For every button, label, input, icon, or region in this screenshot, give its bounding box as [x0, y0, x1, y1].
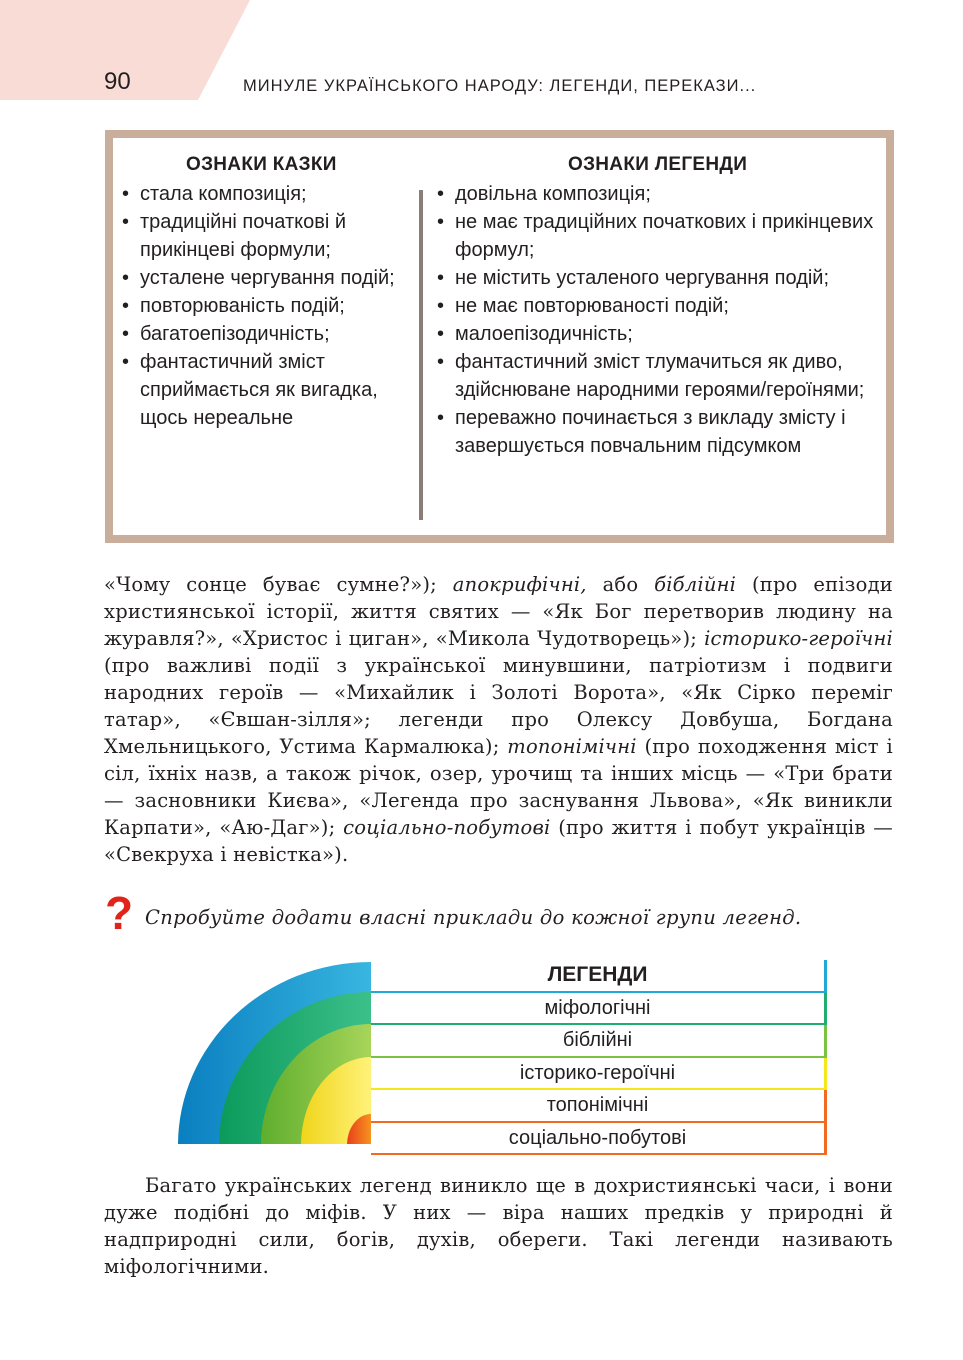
legend-types-diagram: [178, 960, 830, 1147]
tale-features-title: ОЗНАКИ КАЗКИ: [186, 154, 337, 175]
list-item: • переважно починається з викладу змісту і завершується повчальним підсумком: [436, 404, 886, 460]
list-item: • стала композиція;: [121, 180, 411, 208]
list-item: • фантастичний зміст сприймається як вигадка, щось нереальне: [121, 348, 411, 432]
list-item: • не має традиційних початкових і прикінцевих формул;: [436, 208, 886, 264]
tale-features-column: [121, 154, 411, 432]
list-item: • не містить усталеного чергування подій;: [436, 264, 886, 292]
term-italic: біблійні: [654, 573, 737, 596]
legend-features-title: ОЗНАКИ ЛЕГЕНДИ: [568, 154, 748, 175]
question-prompt: Спробуйте додати власні приклади до кожної групи легенд.: [145, 906, 802, 929]
column-divider: [419, 190, 423, 520]
list-item: • не має повторюваності подій;: [436, 292, 886, 320]
list-item: • довільна композиція;: [436, 180, 886, 208]
list-item: • традиційні початкові й прикінцеві формули;: [121, 208, 411, 264]
concentric-arcs-graphic: [178, 960, 378, 1147]
diagram-row: міфологічні: [371, 993, 827, 1026]
legend-features-list: [436, 180, 886, 460]
question-mark-icon: ?: [105, 887, 134, 939]
list-item: • усталене чергування подій;: [121, 264, 411, 292]
diagram-row: біблійні: [371, 1025, 827, 1058]
text-run: (про життя і побут українців — «Свекруха і невістка»).: [104, 816, 893, 866]
text-run: (про походження міст і сіл, їхніх назв, а також річок, озер, урочищ та інших місць — «Три брати — засновники Києва», «Легенда про заснування Львова», «Як виникли Карпати», «Аю-Даг»);: [104, 735, 893, 839]
term-italic: топонімічні: [507, 735, 637, 758]
term-italic: соціально-побутові: [343, 816, 551, 839]
legend-features-column: [436, 154, 886, 460]
text-run: (про епізоди християнської історії, життя святих — «Як Бог перетворив людину на журавля?», «Христос і циган», «Микола Чудотворець»);: [104, 573, 893, 650]
running-title: МИНУЛЕ УКРАЇНСЬКОГО НАРОДУ: ЛЕГЕНДИ, ПЕРЕКАЗИ...: [243, 77, 757, 95]
text-run: «Чому сонце буває сумне?»);: [104, 573, 453, 596]
list-item: • малоепізодичність;: [436, 320, 886, 348]
term-italic: історико-героїчні: [704, 627, 893, 650]
mythological-legends-paragraph: Багато українських легенд виникло ще в дохристиянські часи, і вони дуже подібні до міфів. У них — віра наших предків у природні й надприродні сили, богів, духів, обереги. Такі легенди називають міфологічними.: [104, 1174, 893, 1278]
text-run: (про важливі події з української минувшини, патріотизм і подвиги народних героїв — «Михайлик і Золоті Ворота», «Як Сірко переміг татар», «Євшан-зілля»; легенди про Олексу Довбуша, Богдана Хмельницького, Устима Кармалюка);: [104, 654, 893, 758]
diagram-row: історико-героїчні: [371, 1058, 827, 1091]
legend-types-paragraph: [104, 571, 893, 868]
list-item: • фантастичний зміст тлумачиться як диво, здійснюване народними героями/героїнями;: [436, 348, 886, 404]
diagram-row: соціально-побутові: [371, 1123, 827, 1156]
term-italic: апокрифічні,: [452, 573, 587, 596]
list-item: • повторюваність подій;: [121, 292, 411, 320]
text-run: або: [586, 573, 655, 596]
tale-features-list: [121, 180, 411, 432]
diagram-title: ЛЕГЕНДИ: [371, 960, 827, 993]
legend-types-list: [371, 960, 827, 1155]
diagram-row: топонімічні: [371, 1090, 827, 1123]
page-number: 90: [104, 68, 131, 95]
list-item: • багатоепізодичність;: [121, 320, 411, 348]
comparison-box: [105, 130, 894, 543]
